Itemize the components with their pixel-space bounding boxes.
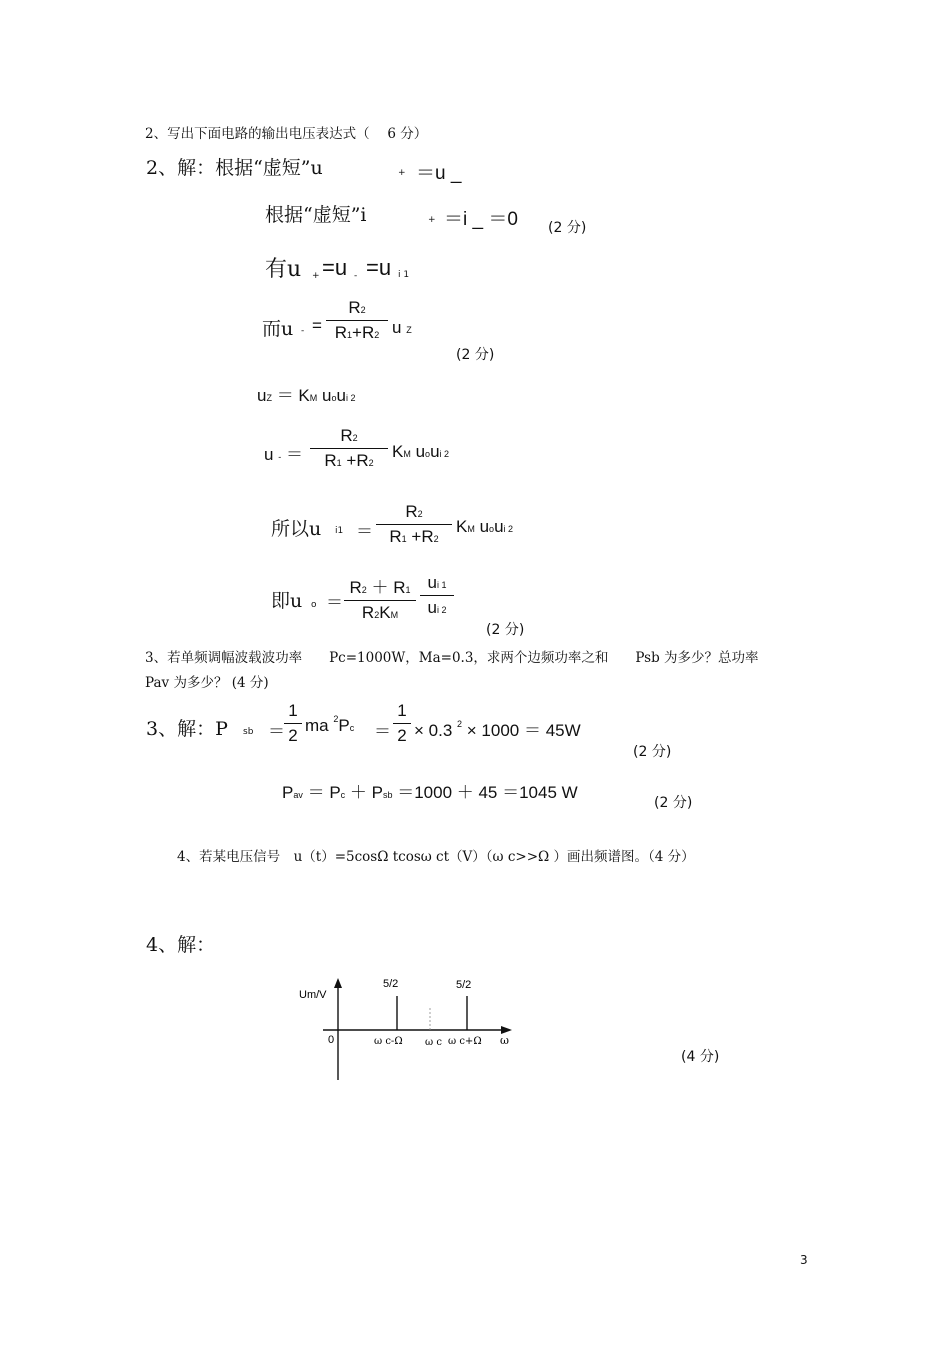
q2-score-1: (2 分) [548,220,587,236]
q3-ma: ma $^2$Pc [305,714,355,735]
q2-line3-minus: - [354,271,358,281]
q2-line6-u: u - ＝ [264,445,303,464]
q2-frac4-numerator: R2 ＋ R1 [349,578,411,597]
q4-score: (4 分) [681,1049,720,1065]
q2-fraction-5 [420,573,454,618]
q2-frac1-bar [326,320,388,321]
q2-fraction-4 [344,573,416,623]
q2-line7-sub: i1 [335,526,344,536]
q2-line3-plus: + [312,271,320,281]
q2-line7-tail: KM uoui 2 [456,517,514,536]
q3-score-2: (2 分) [654,795,693,811]
q2-line3-prefix: 有u [265,257,302,282]
q2-line3-sub: i 1 [398,270,410,280]
q2-line8-eq: ＝ [326,593,343,612]
q2-line5: uZ ＝ KM uoui 2 [257,386,356,405]
q2-fraction-3 [376,502,452,547]
q2-plus-sub: + [398,168,406,178]
q3-pav-line: Pav ＝ Pc ＋ Psb ＝1000 ＋ 45 ＝1045 W [282,783,578,802]
tick-wc-plus: ω c+Ω [448,1036,482,1047]
q2-frac5-denominator: ui 2 [427,598,447,617]
q4-solution-label: 4、解： [146,934,216,956]
q2-line3-mid: =u [322,255,348,280]
q2-frac3-denominator: R1 +R2 [389,527,439,546]
q2-score-2: (2 分) [456,347,495,363]
x-axis-label: ω [500,1034,509,1047]
q3-solution-label: 3、解：P [146,718,228,740]
q2-line7-eq: ＝ [356,522,373,541]
q2-frac1-denominator: R1+R2 [334,323,380,342]
line1-value: 5/2 [383,978,399,990]
q3-eq1: ＝ [268,722,285,741]
q2-frac4-denominator: R2KM [361,603,399,622]
tick-wc-minus: ω c-Ω [374,1036,403,1047]
line2-value: 5/2 [456,979,472,991]
q2-line2-plus: + [428,215,436,225]
q3-half-2: 1 2 [393,701,411,746]
q2-frac5-numerator: ui 1 [427,573,447,592]
q2-line2-label: 根据“虚短”i [265,204,367,226]
q2-frac2-bar [310,448,388,449]
q2-frac2-numerator: R2 [340,426,358,445]
q3-eq2: ＝ [374,722,391,741]
q2-score-3: (2 分) [486,622,525,638]
q2-line3-end: =u [366,255,392,280]
q3-question-line1: 3、若单频调幅波载波功率 Pc=1000W，Ma=0.3，求两个边频功率之和 Psb 为多少？总功率 [145,650,759,666]
q3-sb-sub: sb [243,727,254,737]
q3-question-line2: Pav 为多少？ (4 分) [145,675,269,691]
q2-frac3-bar [376,524,452,525]
tick-wc: ω c [425,1037,442,1048]
origin-label: 0 [328,1034,335,1046]
q2-frac3-numerator: R2 [405,502,423,521]
q2-frac5-bar [420,595,454,596]
q2-line8-sub: o [311,600,317,610]
q2-line4-eq: = [312,316,322,335]
q2-frac2-denominator: R1 +R2 [324,451,374,470]
y-axis-arrow-icon [334,978,342,988]
q3-score-1: (2 分) [633,744,672,760]
q2-question: 2、写出下面电路的输出电压表达式（ 6 分） [145,126,428,142]
q4-question: 4、若某电压信号 u（t）=5cosΩ tcosω ct（V）（ω c>>Ω ）画出频谱图。（4 分） [177,849,695,865]
q4-spectrum-diagram [290,970,530,1085]
x-axis-arrow-icon [501,1026,512,1034]
q2-frac1-numerator: R2 [348,298,366,317]
q2-line4-prefix: 而u [262,318,294,340]
q2-line8-prefix: 即u [271,590,303,612]
q2-line2-eq: ＝i _ ＝0 [444,209,518,230]
q2-frac4-bar [344,600,416,601]
q2-line4-tail: u Z [392,318,412,337]
q3-times: × 0.3 $^2$ × 1000 ＝ 45W [414,719,581,740]
q2-line4-minus: - [301,326,305,336]
y-axis-label: Um/V [299,989,327,1001]
q2-eq-u-minus: ＝u _ [416,163,462,184]
q2-line6-tail: KM uoui 2 [392,442,450,461]
q2-line7-prefix: 所以u [271,518,322,540]
q2-fraction-2 [310,426,388,471]
q2-solution-label: 2、解：根据“虚短”u [146,157,323,179]
page-number: 3 [800,1253,808,1267]
q3-half-1: 1 2 [284,701,302,746]
q2-fraction-1 [326,298,388,343]
